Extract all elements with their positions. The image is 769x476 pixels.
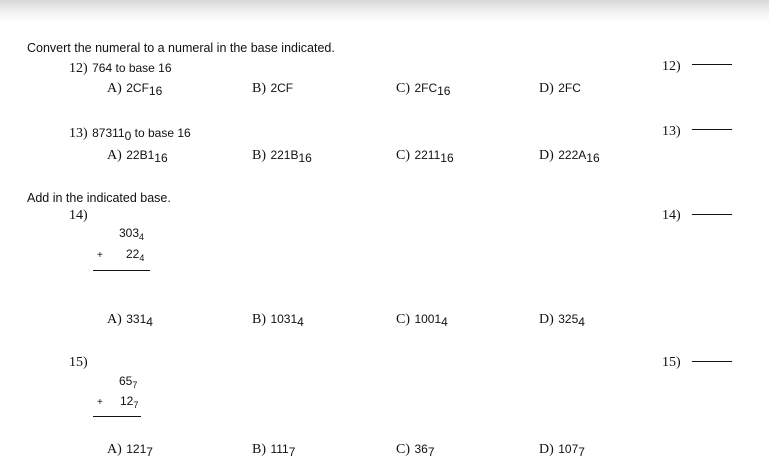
choice-letter: C) (396, 148, 410, 163)
answer-blank-13[interactable] (692, 129, 732, 130)
operand-2 (120, 394, 138, 408)
operand-2 (126, 247, 144, 261)
choice-value: 221B (270, 148, 299, 162)
choice-letter: D) (539, 312, 554, 327)
choice-base: 16 (437, 84, 451, 98)
choice-12-d[interactable] (539, 79, 581, 97)
choice-value: 222A (558, 148, 587, 162)
question-prompt-base: 0 (124, 129, 132, 143)
choice-base: 16 (440, 151, 454, 165)
choice-value: 1001 (414, 312, 442, 326)
choice-base: 4 (146, 315, 153, 329)
answer-label-13: 13) (662, 124, 681, 139)
choice-14-d[interactable] (539, 310, 585, 328)
answer-label-12: 12) (662, 59, 681, 74)
sum-rule (93, 416, 141, 417)
choice-value: 2CF (270, 81, 294, 95)
question-prompt-rest: to base 16 (131, 126, 191, 140)
choice-base: 7 (578, 445, 585, 459)
choice-letter: D) (539, 148, 554, 163)
choice-letter: D) (539, 442, 554, 457)
operand-1 (119, 374, 137, 388)
choice-value: 111 (270, 442, 289, 456)
operand-value: 65 (119, 374, 133, 388)
answer-label-14: 14) (662, 208, 681, 223)
operand-base: 7 (133, 400, 139, 410)
choice-value: 2CF (126, 81, 149, 95)
question-13 (69, 124, 191, 142)
question-prompt-value: 87311 (92, 126, 125, 140)
choice-letter: B) (252, 442, 266, 457)
sum-rule (93, 270, 150, 271)
choice-14-c[interactable] (396, 310, 448, 328)
choice-15-d[interactable] (539, 440, 585, 458)
choice-value: 2211 (414, 148, 441, 162)
choice-13-a[interactable] (107, 146, 168, 164)
choice-letter: C) (396, 312, 410, 327)
question-number-15: 15) (69, 355, 88, 370)
answer-blank-12[interactable] (692, 64, 732, 65)
choice-value: 325 (558, 312, 579, 326)
plus-sign: + (97, 250, 103, 261)
choice-letter: D) (539, 81, 554, 96)
answer-blank-15[interactable] (692, 361, 732, 362)
answer-label-15: 15) (662, 355, 681, 370)
choice-letter: B) (252, 312, 266, 327)
choice-base: 7 (288, 445, 296, 459)
choice-value: 2FC (558, 81, 581, 95)
choice-letter: A) (107, 81, 122, 96)
choice-13-c[interactable] (396, 146, 454, 164)
choice-letter: C) (396, 81, 410, 96)
choice-13-d[interactable] (539, 146, 600, 164)
choice-value: 22B1 (126, 148, 155, 162)
convert-instruction: Convert the numeral to a numeral in the base indicated. (27, 41, 335, 55)
choice-base: 4 (297, 315, 304, 329)
add-instruction: Add in the indicated base. (27, 191, 171, 205)
question-12 (69, 59, 172, 77)
choice-letter: B) (252, 148, 266, 163)
choice-12-b[interactable] (252, 79, 293, 97)
choice-14-b[interactable] (252, 310, 304, 328)
choice-value: 2FC (414, 81, 438, 95)
choice-value: 331 (126, 312, 147, 326)
question-prompt: 764 to base 16 (92, 61, 172, 75)
choice-letter: B) (252, 81, 266, 96)
choice-15-a[interactable] (107, 440, 153, 458)
choice-13-b[interactable] (252, 146, 312, 164)
operand-value: 303 (119, 226, 140, 240)
choice-12-a[interactable] (107, 79, 162, 97)
choice-base: 4 (578, 315, 585, 329)
plus-sign: + (97, 397, 103, 408)
choice-value: 1031 (270, 312, 298, 326)
choice-value: 121 (126, 442, 147, 456)
choice-letter: C) (396, 442, 410, 457)
choice-base: 16 (148, 84, 163, 98)
choice-letter: A) (107, 442, 122, 457)
operand-value: 22 (126, 247, 140, 261)
operand-base: 4 (139, 232, 145, 242)
choice-base: 7 (146, 445, 153, 459)
choice-letter: A) (107, 312, 122, 327)
choice-base: 16 (586, 151, 600, 165)
top-gradient-bar (0, 0, 769, 22)
choice-value: 36 (414, 442, 428, 456)
operand-base: 7 (132, 380, 138, 390)
choice-base: 16 (154, 151, 168, 165)
choice-15-b[interactable] (252, 440, 295, 458)
question-number: 13) (69, 126, 88, 141)
choice-value: 107 (558, 442, 579, 456)
choice-base: 7 (427, 445, 435, 459)
answer-blank-14[interactable] (692, 214, 732, 215)
choice-12-c[interactable] (396, 79, 450, 97)
choice-14-a[interactable] (107, 310, 153, 328)
choice-base: 4 (441, 315, 448, 329)
choice-letter: A) (107, 148, 122, 163)
operand-value: 12 (120, 394, 134, 408)
question-number: 12) (69, 61, 88, 76)
choice-15-c[interactable] (396, 440, 435, 458)
question-number-14: 14) (69, 208, 88, 223)
operand-base: 4 (139, 253, 145, 263)
operand-1 (119, 226, 144, 240)
choice-base: 16 (298, 151, 312, 165)
